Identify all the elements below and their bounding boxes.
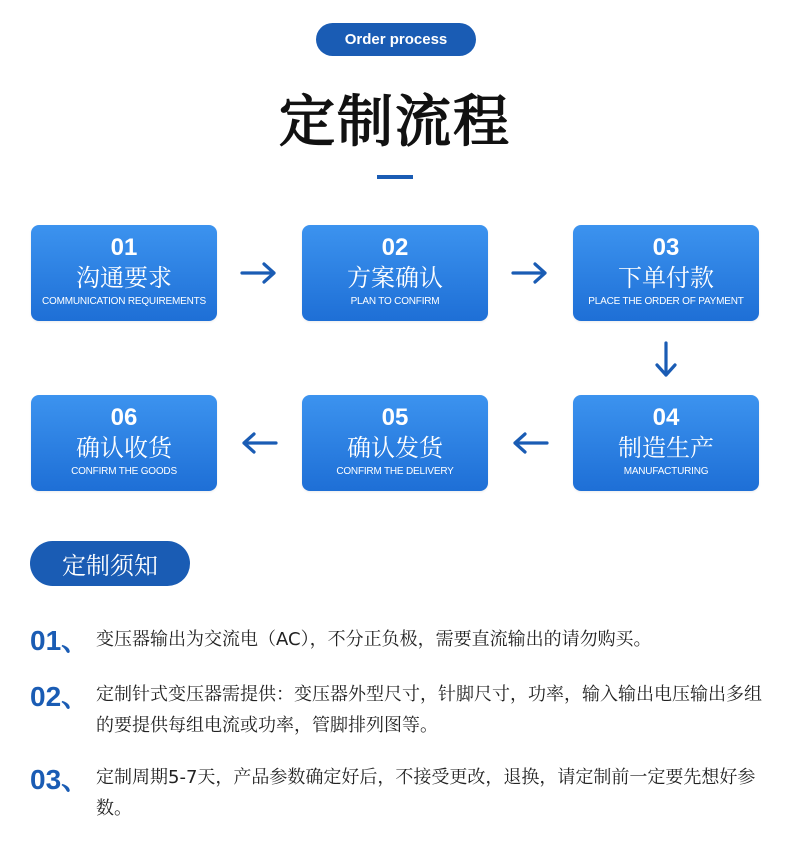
step-title-cn: 方案确认 bbox=[347, 264, 443, 292]
step-title-cn: 沟通要求 bbox=[76, 264, 172, 292]
page-title: 定制流程 bbox=[279, 90, 511, 155]
step-card-03 bbox=[573, 225, 759, 321]
notice-number: 01、 bbox=[30, 625, 90, 656]
title-underline bbox=[377, 175, 413, 179]
notice-text: 变压器输出为交流电（AC），不分正负极，需要直流输出的请勿购买。 bbox=[96, 629, 652, 650]
arrow-right-icon bbox=[240, 261, 278, 285]
step-number: 05 bbox=[381, 404, 409, 431]
step-card-06 bbox=[31, 395, 217, 491]
step-card-01 bbox=[31, 225, 217, 321]
notice-title-badge: 定制须知 bbox=[30, 541, 190, 586]
step-title-cn: 确认收货 bbox=[76, 434, 172, 462]
step-number: 03 bbox=[652, 234, 680, 261]
step-title-en: PLACE THE ORDER OF PAYMENT bbox=[588, 296, 744, 307]
arrow-right-icon bbox=[511, 261, 549, 285]
arrow-left-icon bbox=[240, 431, 278, 455]
notice-text: 定制针式变压器需提供：变压器外型尺寸，针脚尺寸，功率，输入输出电压输出多组的要提供每组电流或功率，管脚排列图等。 bbox=[96, 684, 762, 736]
step-number: 04 bbox=[652, 404, 680, 431]
step-title-en: COMMUNICATION REQUIREMENTS bbox=[41, 296, 207, 307]
step-title-en: PLAN TO CONFIRM bbox=[350, 296, 440, 307]
step-title-en: MANUFACTURING bbox=[623, 466, 709, 477]
step-card-05 bbox=[302, 395, 488, 491]
order-process-badge: Order process bbox=[316, 23, 476, 56]
notice-number: 03、 bbox=[30, 764, 90, 795]
step-title-en: CONFIRM THE GOODS bbox=[71, 466, 177, 477]
step-title-cn: 下单付款 bbox=[618, 264, 714, 292]
notice-number: 02、 bbox=[30, 681, 90, 712]
step-card-04 bbox=[573, 395, 759, 491]
arrow-down-icon bbox=[654, 341, 678, 379]
step-number: 01 bbox=[110, 234, 138, 261]
step-card-02 bbox=[302, 225, 488, 321]
step-title-en: CONFIRM THE DELIVERY bbox=[336, 466, 454, 477]
notice-text: 定制周期5-7天，产品参数确定好后，不接受更改，退换，请定制前一定要先想好参数。 bbox=[96, 767, 756, 819]
step-number: 02 bbox=[381, 234, 409, 261]
step-title-cn: 确认发货 bbox=[347, 434, 443, 462]
step-number: 06 bbox=[110, 404, 138, 431]
arrow-left-icon bbox=[511, 431, 549, 455]
step-title-cn: 制造生产 bbox=[618, 434, 714, 462]
